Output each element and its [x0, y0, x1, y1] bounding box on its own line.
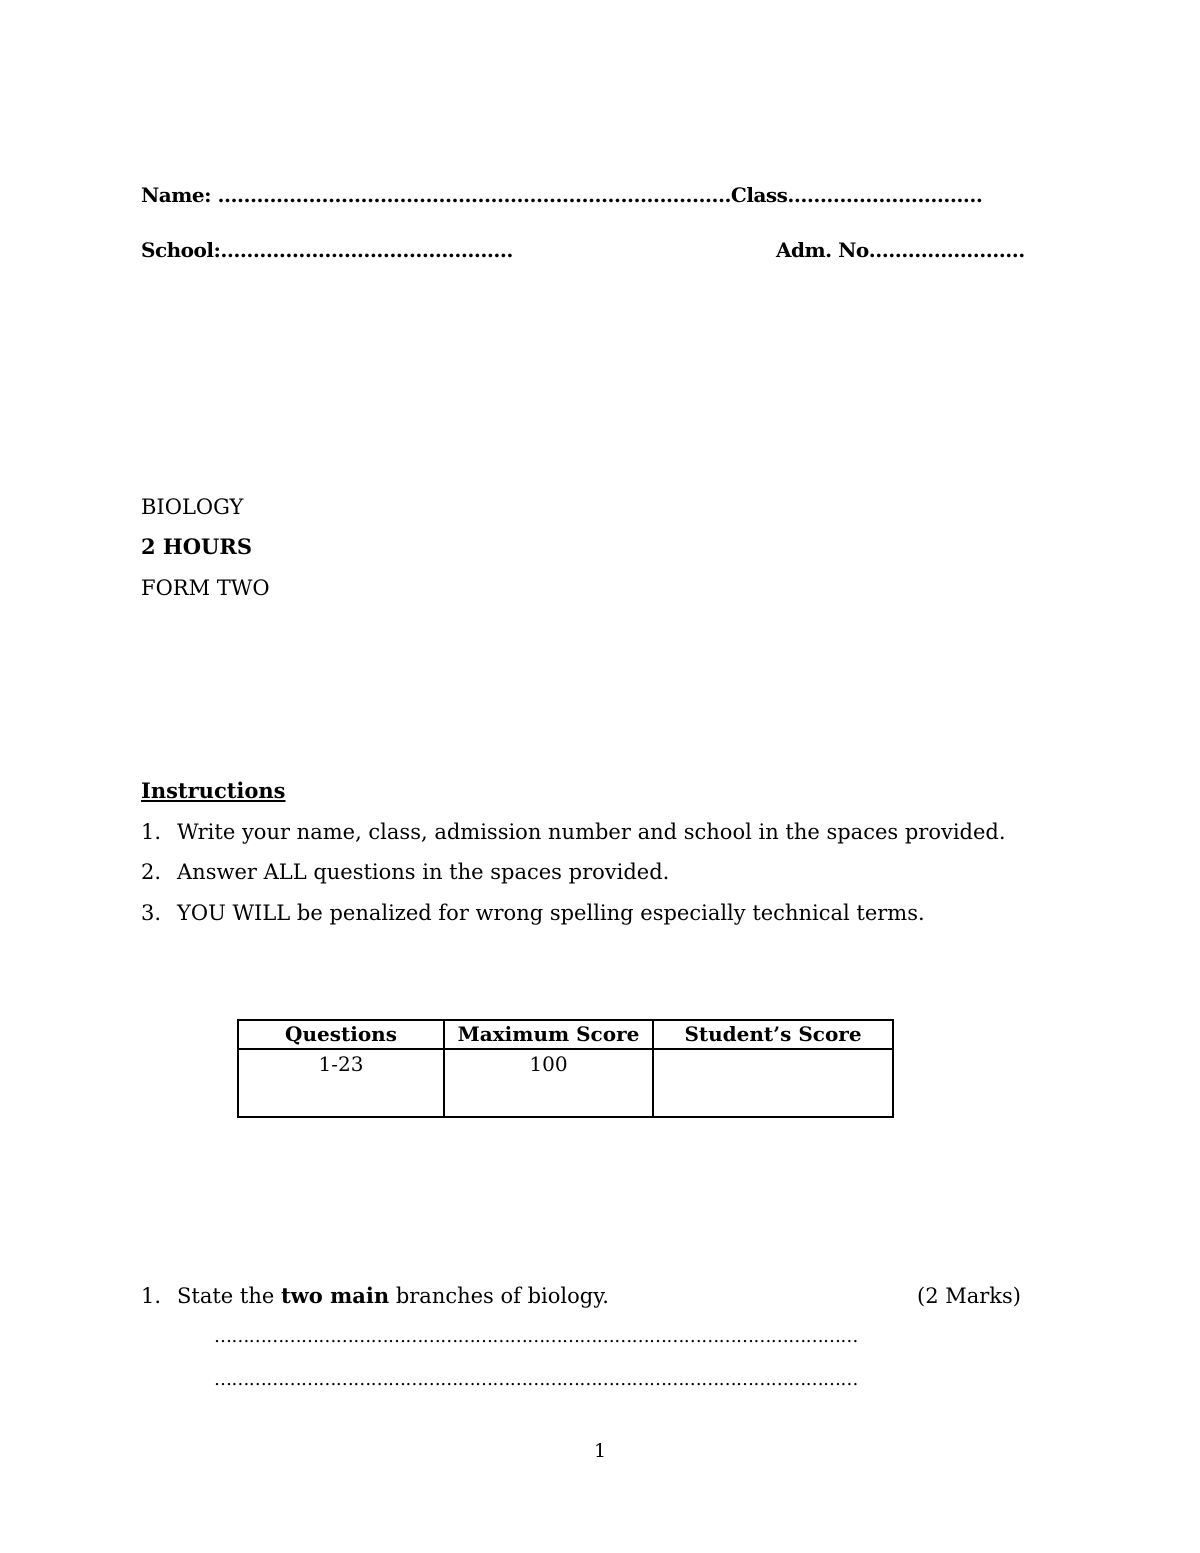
score-table-header-row — [238, 1020, 893, 1049]
name-class-field-line: Name: …………………………………………………………………….Class………………………… — [141, 183, 983, 207]
question-1-marks: (2 Marks) — [917, 1284, 1021, 1308]
instruction-text: Write your name, class, admission number and school in the spaces provided. — [177, 820, 1006, 844]
instruction-number: 1. — [141, 820, 162, 844]
students-score-cell — [653, 1049, 893, 1117]
school-field-line: School:……………………………………… — [141, 238, 513, 262]
answer-line: ………………………………………………………………………………………………… — [214, 1369, 858, 1390]
subject-title: BIOLOGY — [141, 495, 244, 519]
header-students-score: Student’s Score — [653, 1020, 893, 1049]
exam-duration: 2 HOURS — [141, 534, 252, 559]
question-number: 1. — [141, 1284, 162, 1308]
admission-number-field-line: Adm. No…………………… — [776, 238, 1025, 262]
answer-line: ………………………………………………………………………………………………… — [214, 1326, 858, 1347]
instruction-item — [141, 900, 925, 926]
table-row — [238, 1049, 893, 1117]
instruction-text: Answer ALL questions in the spaces provided. — [177, 860, 670, 884]
question-text-end: branches of biology. — [389, 1284, 609, 1308]
instruction-number: 3. — [141, 901, 162, 925]
score-table — [237, 1019, 894, 1118]
instruction-text: YOU WILL be penalized for wrong spelling especially technical terms. — [177, 901, 925, 925]
page-number: 1 — [593, 1440, 607, 1462]
form-level: FORM TWO — [141, 576, 270, 600]
instruction-number: 2. — [141, 860, 162, 884]
questions-range-cell: 1-23 — [238, 1049, 444, 1117]
question-text-emphasis: two main — [280, 1283, 390, 1308]
header-maximum-score: Maximum Score — [444, 1020, 653, 1049]
instruction-item — [141, 859, 669, 885]
maximum-score-cell: 100 — [444, 1049, 653, 1117]
question-text-start: State the — [177, 1284, 281, 1308]
header-questions: Questions — [238, 1020, 444, 1049]
instruction-item — [141, 819, 1006, 845]
instructions-heading: Instructions — [141, 778, 286, 803]
question-1 — [141, 1283, 609, 1309]
